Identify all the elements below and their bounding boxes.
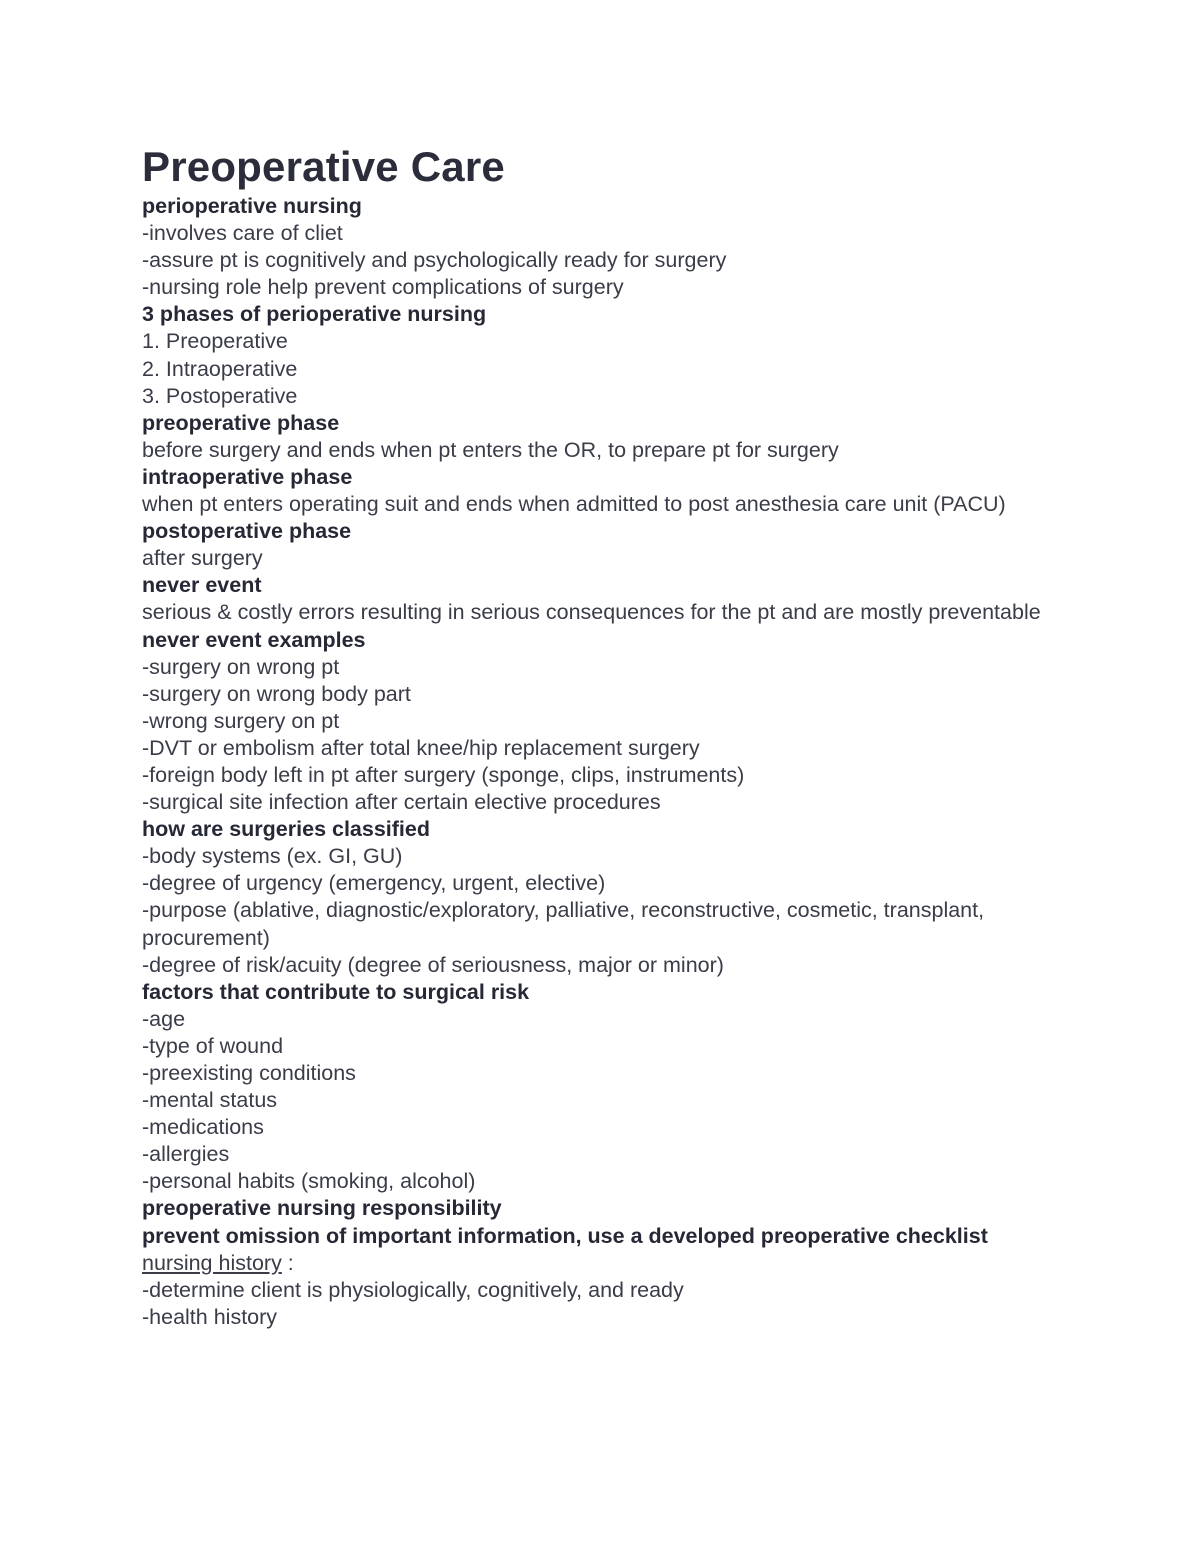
list-item: -surgical site infection after certain elective procedures xyxy=(142,790,661,815)
heading-never-event-examples: never event examples xyxy=(142,627,366,652)
nursing-history-line xyxy=(142,1250,1042,1277)
heading-intraoperative-phase: intraoperative phase xyxy=(142,464,353,489)
nursing-history-suffix: : xyxy=(281,1250,294,1275)
list-item: -degree of risk/acuity (degree of seriousness, major or minor) xyxy=(142,952,724,977)
list-item: -surgery on wrong body part xyxy=(142,681,411,706)
definition-text: when pt enters operating suit and ends when admitted to post anesthesia care unit (PACU) xyxy=(142,492,1006,517)
list-item: -surgery on wrong pt xyxy=(142,654,340,679)
definition-text: after surgery xyxy=(142,546,263,571)
list-item: -assure pt is cognitively and psychologically ready for surgery xyxy=(142,248,727,273)
list-item: -wrong surgery on pt xyxy=(142,708,340,733)
nursing-history-label: nursing history xyxy=(142,1250,282,1275)
list-item: -health history xyxy=(142,1304,278,1329)
document-page xyxy=(142,143,1042,1331)
list-item: -determine client is physiologically, cognitively, and ready xyxy=(142,1277,684,1302)
page-title: Preoperative Care xyxy=(142,143,505,190)
list-item: -involves care of cliet xyxy=(142,221,343,246)
heading-perioperative-nursing: perioperative nursing xyxy=(142,194,362,218)
list-item: -foreign body left in pt after surgery (sponge, clips, instruments) xyxy=(142,762,745,787)
list-item: 3. Postoperative xyxy=(142,383,298,408)
document-body xyxy=(142,193,1042,1331)
list-item: -purpose (ablative, diagnostic/exploratory, palliative, reconstructive, cosmetic, transplant, procurement) xyxy=(142,898,985,950)
list-item: -DVT or embolism after total knee/hip replacement surgery xyxy=(142,735,700,760)
list-item: -personal habits (smoking, alcohol) xyxy=(142,1169,476,1194)
heading-nursing-responsibility: preoperative nursing responsibility xyxy=(142,1196,502,1221)
list-item: -mental status xyxy=(142,1088,278,1113)
heading-surgeries-classified: how are surgeries classified xyxy=(142,817,430,842)
heading-preoperative-phase: preoperative phase xyxy=(142,410,340,435)
list-item: 1. Preoperative xyxy=(142,329,288,354)
definition-text: serious & costly errors resulting in serious consequences for the pt and are mostly preventable xyxy=(142,600,1041,625)
heading-3-phases: 3 phases of perioperative nursing xyxy=(142,302,487,327)
list-item: -nursing role help prevent complications of surgery xyxy=(142,275,624,300)
heading-preoperative-checklist: prevent omission of important information, use a developed preoperative checklist xyxy=(142,1223,988,1248)
list-item: -preexisting conditions xyxy=(142,1061,356,1085)
heading-postoperative-phase: postoperative phase xyxy=(142,519,352,544)
heading-surgical-risk: factors that contribute to surgical risk xyxy=(142,979,530,1004)
list-item: -body systems (ex. GI, GU) xyxy=(142,844,403,869)
list-item: -type of wound xyxy=(142,1033,284,1058)
list-item: -medications xyxy=(142,1115,264,1140)
heading-never-event: never event xyxy=(142,573,262,598)
list-item: -allergies xyxy=(142,1142,230,1167)
list-item: -age xyxy=(142,1006,186,1031)
definition-text: before surgery and ends when pt enters the OR, to prepare pt for surgery xyxy=(142,437,839,462)
list-item: 2. Intraoperative xyxy=(142,356,298,381)
list-item: -degree of urgency (emergency, urgent, elective) xyxy=(142,871,606,896)
